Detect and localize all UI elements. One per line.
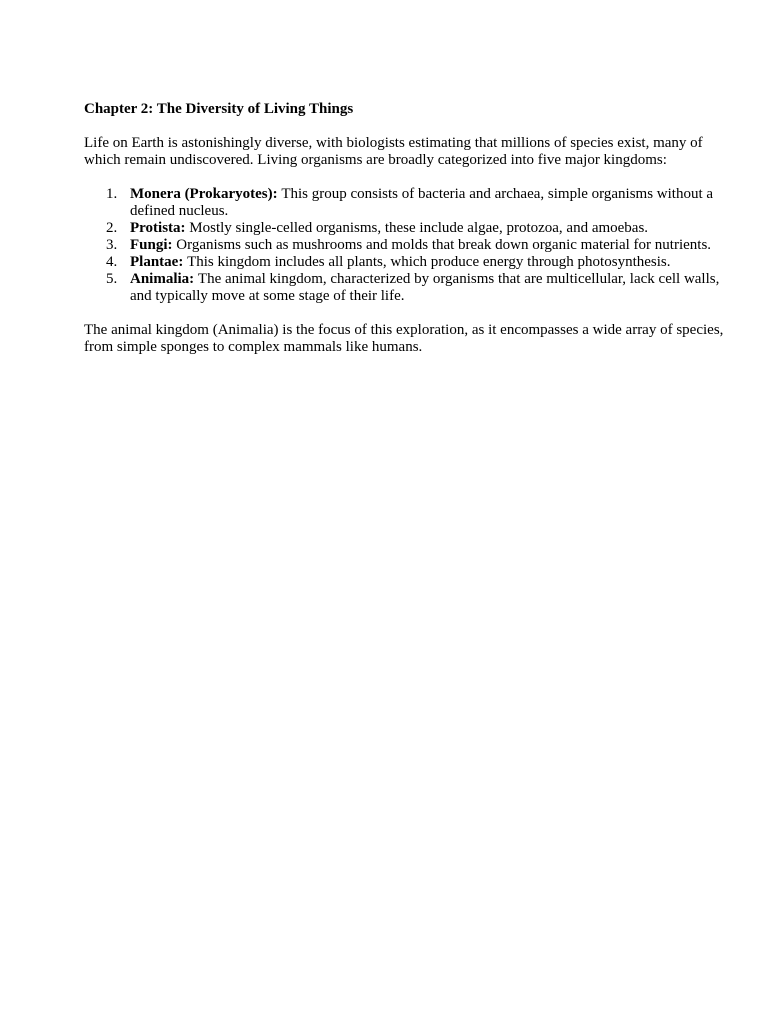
kingdom-description: This group consists of bacteria and archaea, simple organisms without a defined nucleus. [130, 186, 714, 219]
kingdom-name: Fungi: [130, 237, 177, 253]
list-item-number: 3. [106, 237, 118, 253]
list-item-number: 2. [106, 220, 118, 236]
list-item [84, 254, 736, 271]
kingdom-description: Mostly single-celled organisms, these include algae, protozoa, and amoebas. [189, 220, 649, 236]
kingdom-description: The animal kingdom, characterized by organisms that are multicellular, lack cell walls, and typically move at some stage of their life. [130, 271, 720, 304]
closing-paragraph: The animal kingdom (Animalia) is the focus of this exploration, as it encompasses a wide array of species, from simple sponges to complex mammals like humans. [84, 322, 724, 355]
kingdom-list [84, 186, 736, 305]
intro-paragraph: Life on Earth is astonishingly diverse, with biologists estimating that millions of species exist, many of which remain undiscovered. Living organisms are broadly categorized into five major kingdoms: [84, 135, 703, 168]
list-item-number: 1. [106, 186, 118, 202]
list-item [84, 237, 736, 254]
list-item [84, 220, 736, 237]
list-item-number: 4. [106, 254, 118, 270]
document-page [84, 101, 736, 356]
kingdom-name: Animalia: [130, 271, 198, 287]
kingdom-name: Plantae: [130, 254, 188, 270]
list-item-number: 5. [106, 271, 118, 287]
kingdom-name: Protista: [130, 220, 190, 236]
kingdom-description: This kingdom includes all plants, which produce energy through photosynthesis. [187, 254, 671, 270]
list-item [84, 271, 736, 305]
kingdom-description: Organisms such as mushrooms and molds that break down organic material for nutrients. [176, 237, 712, 253]
list-item [84, 186, 736, 220]
chapter-title: Chapter 2: The Diversity of Living Things [84, 101, 354, 117]
kingdom-name: Monera (Prokaryotes): [130, 186, 282, 202]
